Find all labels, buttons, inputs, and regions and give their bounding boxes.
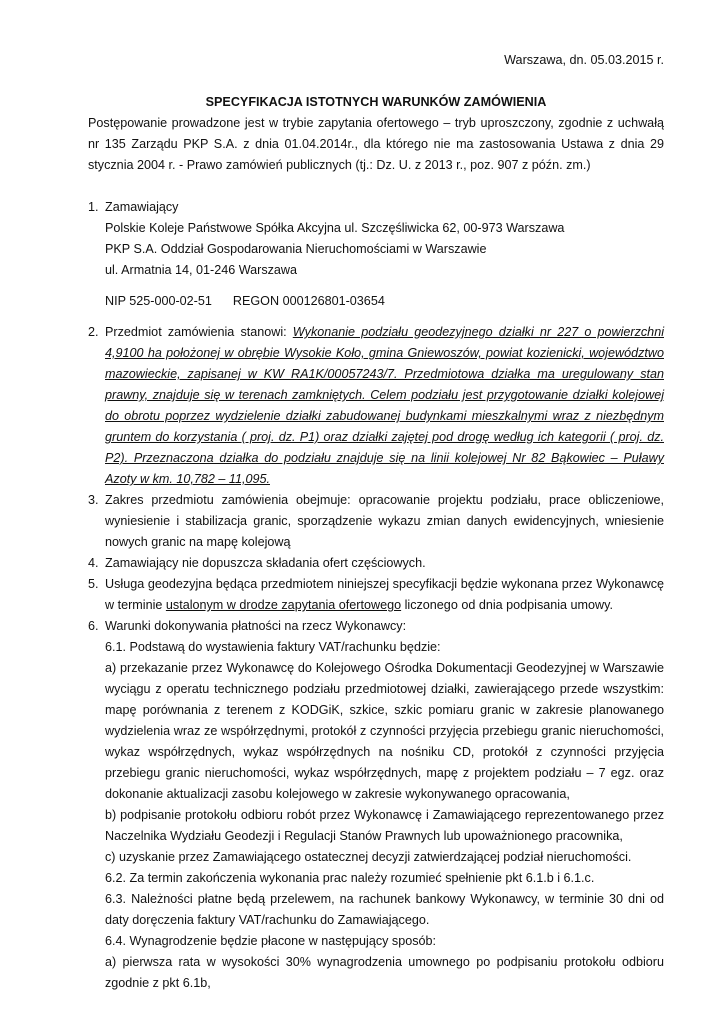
section-number: 4. xyxy=(88,556,99,570)
section-number: 3. xyxy=(88,493,99,507)
section-5-deadline xyxy=(88,574,664,616)
clause-6-1-b: b) podpisanie protokołu odbioru robót przez Wykonawcę i Zamawiającego reprezentowanego przez Naczelnika Wydziału Geodezji i Regulacji Stanów Prawnych lub upoważnionego pracownika, xyxy=(105,808,664,843)
section-6-heading: Warunki dokonywania płatności na rzecz Wykonawcy: xyxy=(105,619,407,633)
section-1-heading: Zamawiający xyxy=(105,200,179,214)
section-3-text: Zakres przedmiotu zamówienia obejmuje: opracowanie projektu podziału, prace obliczeniowe, wyniesienie i stabilizacja granic, sporządzenie wykazu zmian danych ewidencyjnych, wniesienie nowych granic na mapę kolejową xyxy=(105,493,664,549)
clause-6-4: 6.4. Wynagrodzenie będzie płacone w następujący sposób: xyxy=(105,934,437,948)
section-5-text xyxy=(105,574,664,616)
numbered-list xyxy=(88,197,664,994)
authority-name-line: Polskie Koleje Państwowe Spółka Akcyjna ul. Szczęśliwicka 62, 00-973 Warszawa xyxy=(105,221,565,235)
section-5-underlined-term: ustalonym w drodze zapytania ofertowego xyxy=(165,598,402,612)
section-number: 6. xyxy=(88,619,99,633)
clause-6-3: 6.3. Należności płatne będą przelewem, na rachunek bankowy Wykonawcy, w terminie 30 dni od daty doręczenia faktury VAT/rachunku do Zamawiającego. xyxy=(105,892,664,927)
section-number: 2. xyxy=(88,325,99,339)
authority-address-line: ul. Armatnia 14, 01-246 Warszawa xyxy=(105,263,298,277)
clause-6-1-c: c) uzyskanie przez Zamawiającego ostatecznej decyzji zatwierdzającej podział nieruchomości. xyxy=(105,850,632,864)
section-6-payment-terms xyxy=(88,616,664,994)
clause-6-4-a: a) pierwsza rata w wysokości 30% wynagrodzenia umownego po podpisaniu protokołu odbioru zgodnie z pkt 6.1b, xyxy=(105,955,664,990)
section-5-text-a: Usługa geodezyjna będąca przedmiotem niniejszej specyfikacji będzie wykonana przez Wykonawcę w terminie xyxy=(105,577,664,612)
authority-ids-line xyxy=(105,291,664,312)
section-2-subject xyxy=(88,322,664,490)
document-date: Warszawa, dn. 05.03.2015 r. xyxy=(504,53,664,67)
clause-6-2: 6.2. Za termin zakończenia wykonania prac należy rozumieć spełnienie pkt 6.1.b i 6.1.c. xyxy=(105,871,595,885)
document-page xyxy=(88,50,664,994)
intro-paragraph: Postępowanie prowadzone jest w trybie zapytania ofertowego – tryb uproszczony, zgodnie z uchwałą nr 135 Zarządu PKP S.A. z dnia 01.04.2014r., dla którego nie ma zastosowania Ustawa z dnia 29 stycznia 2004 r. - Prawo zamówień publicznych (tj.: Dz. U. z 2013 r., poz. 907 z późn. zm.) xyxy=(88,116,664,172)
section-number: 1. xyxy=(88,200,99,214)
nip-number: NIP 525-000-02-51 xyxy=(105,294,212,308)
section-3-scope xyxy=(88,490,664,553)
section-2-lead: Przedmiot zamówienia stanowi: xyxy=(105,325,293,339)
section-2-subject-description: Wykonanie podziału geodezyjnego działki nr 227 o powierzchni 4,9100 ha położonej w obrębie Wysokie Koło, gmina Gniewoszów, powiat kozienicki, województwo mazowieckie, zapisanej w KW RA1K/00057243/7. Przedmiotowa działka ma uregulowany stan prawny, znajduje się w terenach zamkniętych. Celem podziału jest przygotowanie działki kolejowej do obrotu poprzez wydzielenie działki zabudowanej budynkami mieszkalnymi wraz z niezbędnym gruntem do korzystania ( proj. dz. P1) oraz działki zajętej pod drogę według ich kategorii ( proj. dz. P2). Przeznaczona działka do podziału znajduje się na linii kolejowej Nr 82 Bąkowiec – Puławy Azoty w km. 10,782 – 11,095. xyxy=(105,325,664,486)
section-4-partial-offers xyxy=(88,553,664,574)
section-2-text xyxy=(105,322,664,490)
clause-6-1-a: a) przekazanie przez Wykonawcę do Kolejowego Ośrodka Dokumentacji Geodezyjnej w Warszawie wyciągu z operatu technicznego podziału przedmiotowej działki, zawierającego przede wszystkim: mapę porównania z terenem z KODGiK, szkice, szkic pomiaru granic w zakresie planowanego wydzielenia wraz ze współrzędnymi, protokół z czynności przyjęcia przebiegu granic nieruchomości, wykaz współrzędnych, wykaz współrzędnych na nośniku CD, protokół z czynności przyjęcia przebiegu granic nieruchomości, wykaz współrzędnych, mapę z projektem podziału – 7 egz. oraz dokonanie aktualizacji zasobu kolejowego w zakresie wykonywanego opracowania, xyxy=(105,661,664,801)
section-5-text-b: liczonego od dnia podpisania umowy. xyxy=(401,598,614,612)
section-1-contracting-authority xyxy=(88,197,664,312)
section-4-text: Zamawiający nie dopuszcza składania ofert częściowych. xyxy=(105,556,426,570)
document-title: SPECYFIKACJA ISTOTNYCH WARUNKÓW ZAMÓWIENIA xyxy=(205,95,547,109)
authority-branch-line: PKP S.A. Oddział Gospodarowania Nieruchomościami w Warszawie xyxy=(105,242,487,256)
regon-number: REGON 000126801-03654 xyxy=(232,294,385,308)
section-number: 5. xyxy=(88,577,99,591)
clause-6-1: 6.1. Podstawą do wystawienia faktury VAT/rachunku będzie: xyxy=(105,640,441,654)
